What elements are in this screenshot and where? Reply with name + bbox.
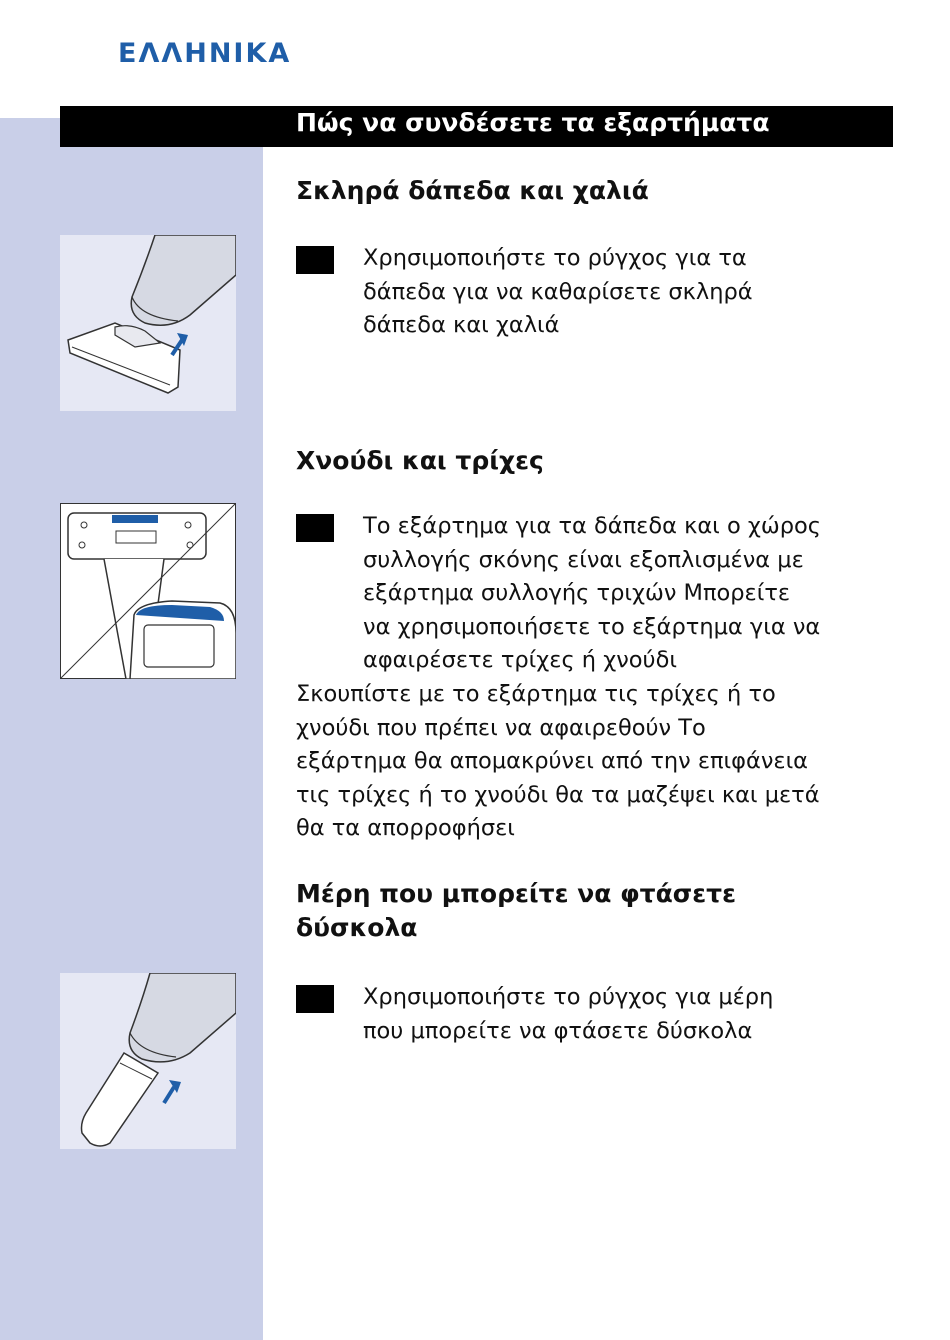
heading-hard-floors: Σκληρά δάπεδα και χαλιά [296,176,649,205]
bullet-marker [296,246,334,274]
hair-lint-attachment-illustration [60,503,236,679]
paragraph-lint-hair: Το εξάρτημα για τα δάπεδα και ο χώρος συλλογής σκόνης είναι εξοπλισμένα με εξάρτημα συλλογής τριχών Μπορείτε να χρησιμοποιήσετε το εξάρτημα για να αφαιρέσετε τρίχες ή χνούδι [363,513,821,673]
bullet-marker [296,985,334,1013]
heading-hard-to-reach: Μέρη που μπορείτε να φτάσετε δύσκολα [296,879,737,942]
heading-lint-hair: Χνούδι και τρίχες [296,446,544,475]
paragraph-lint-hair-continued: Σκουπίστε με το εξάρτημα τις τρίχες ή το χνούδι που πρέπει να αφαιρεθούν Το εξάρτημα θα απομακρύνει από την επιφάνεια τις τρίχες ή το χνούδι θα τα μαζέψει και μετά θα τα απορροφήσει [296,681,820,841]
language-label: ΕΛΛΗΝΙΚΑ [118,38,292,69]
section-title: Πώς να συνδέσετε τα εξαρτήματα [296,108,770,137]
bullet-marker [296,514,334,542]
paragraph-hard-floors: Χρησιμοποιήστε το ρύγχος για τα δάπεδα για να καθαρίσετε σκληρά δάπεδα και χαλιά [363,245,753,338]
crevice-nozzle-illustration [60,973,236,1149]
floor-nozzle-illustration [60,235,236,411]
paragraph-hard-to-reach: Χρησιμοποιήστε το ρύγχος για μέρη που μπορείτε να φτάσετε δύσκολα [363,984,774,1044]
